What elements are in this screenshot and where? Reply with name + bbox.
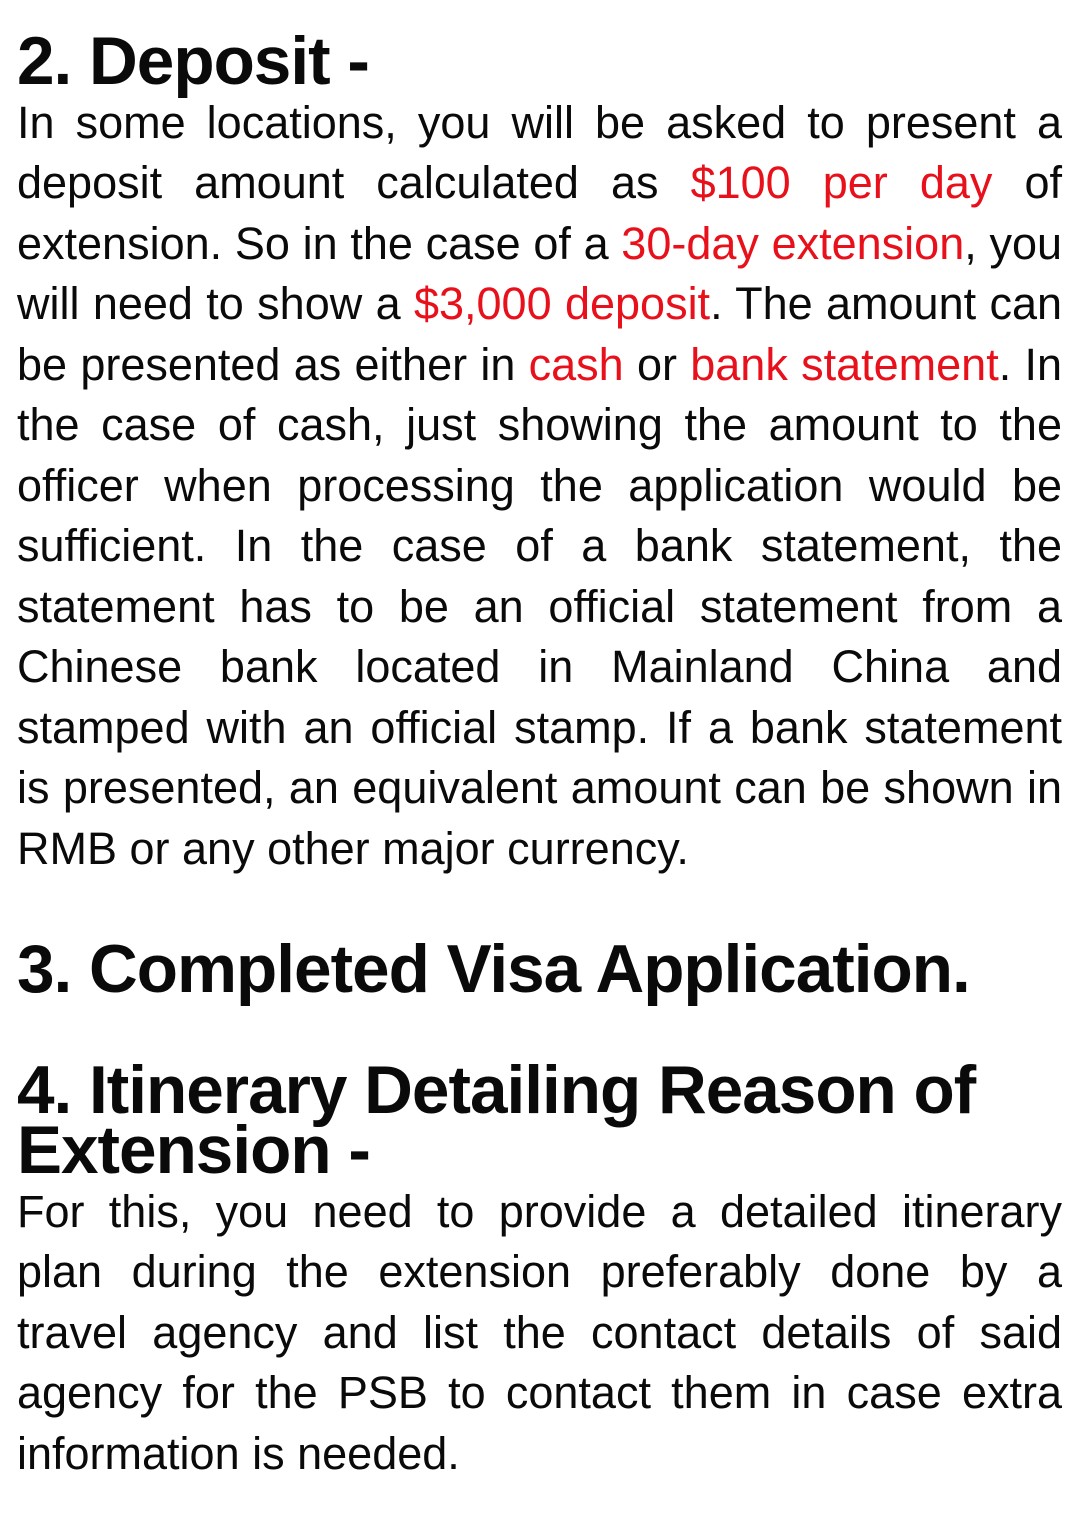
text-span: In some locations, you will be asked to present a deposit amount calculated as <box>17 96 1062 208</box>
highlight-bank-statement: bank statement <box>690 338 999 390</box>
section-heading-deposit: 2. Deposit - <box>17 24 369 99</box>
text-span: , you will need to show a <box>17 217 1062 329</box>
deposit-paragraph <box>17 93 1062 880</box>
section-heading-visa-application: 3. Completed Visa Application. <box>17 931 970 1007</box>
highlight-cash: cash <box>528 338 624 390</box>
spacer <box>17 879 1062 940</box>
text-span: . In the case of cash, just showing the amount to the officer when processing the application would be sufficient. In the case of a bank statement, the statement has to be an official statement from a Chinese bank located in Mainland China and stamped with an official stamp. If a bank statement is presented, an equivalent amount can be shown in RMB or any other major currency. <box>17 338 1062 874</box>
text-span: or <box>623 338 691 390</box>
section-heading-itinerary: 4. Itinerary Detailing Reason of Extension - <box>17 1052 976 1188</box>
spacer <box>17 1000 1062 1061</box>
highlight-per-day: $100 per day <box>690 157 993 208</box>
itinerary-paragraph: For this, you need to provide a detailed itinerary plan during the extension preferably done by a travel agency and list the contact details of said agency for the PSB to contact them in case extra information is needed. <box>17 1185 1062 1479</box>
highlight-30-day: 30-day extension <box>621 217 965 269</box>
text-span: . The amount can be presented as either in <box>17 278 1063 390</box>
highlight-deposit-amount: $3,000 deposit <box>413 278 711 329</box>
document-page <box>17 24 1063 1484</box>
text-span: of extension. So in the case of a <box>17 157 1062 269</box>
